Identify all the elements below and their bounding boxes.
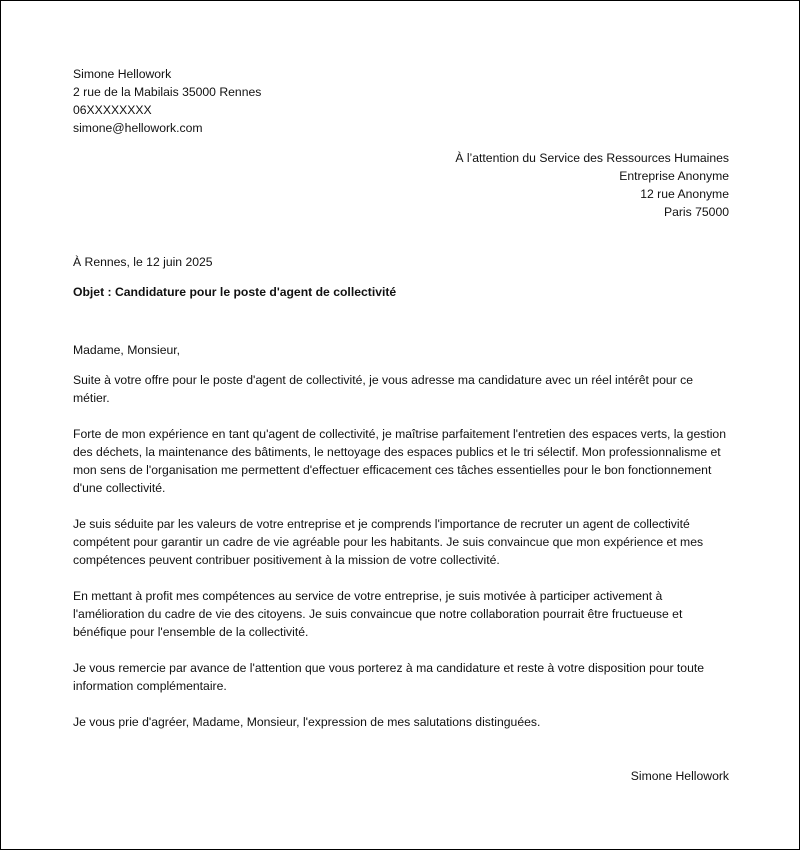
recipient-block	[73, 149, 729, 221]
sender-phone: 06XXXXXXXX	[73, 103, 152, 117]
recipient-city: Paris 75000	[663, 205, 729, 219]
sender-block	[73, 65, 729, 137]
body-paragraph-1: Suite à votre offre pour le poste d'agent de collectivité, je vous adresse ma candidature avec un réel intérêt pour ce métier.	[73, 373, 693, 405]
body-paragraph-5: Je vous remercie par avance de l'attention que vous porterez à ma candidature et reste à votre disposition pour toute information complémentaire.	[73, 661, 705, 693]
closing-paragraph: Je vous prie d'agréer, Madame, Monsieur, l'expression de mes salutations distinguées.	[73, 715, 541, 729]
recipient-attention: À l’attention du Service des Ressources Humaines	[455, 151, 729, 165]
sender-address: 2 rue de la Mabilais 35000 Rennes	[73, 85, 262, 99]
recipient-street: 12 rue Anonyme	[640, 187, 729, 201]
body-paragraph-2: Forte de mon expérience en tant qu'agent de collectivité, je maîtrise parfaitement l'entretien des espaces verts, la gestion des déchets, la maintenance des bâtiments, le nettoyage des espaces publics et le tri sélectif. Mon professionnalisme et mon sens de l'organisation me permettent d'effectuer efficacement ces tâches essentielles pour le bon fonctionnement d'une collectivité.	[73, 427, 726, 495]
sender-email: simone@hellowork.com	[73, 121, 203, 135]
letter-date: À Rennes, le 12 juin 2025	[73, 255, 213, 269]
recipient-company: Entreprise Anonyme	[619, 169, 729, 183]
body-paragraph-4: En mettant à profit mes compétences au service de votre entreprise, je suis motivée à participer activement à l'amélioration du cadre de vie des citoyens. Je suis convaincue que notre collaboration pourrait être fructueuse et bénéfique pour l'ensemble de la collectivité.	[73, 589, 683, 639]
letter-content	[73, 65, 729, 785]
letter-subject: Objet : Candidature pour le poste d'agent de collectivité	[73, 285, 397, 299]
sender-name: Simone Hellowork	[73, 67, 172, 81]
body-paragraph-3: Je suis séduite par les valeurs de votre entreprise et je comprends l'importance de recruter un agent de collectivité compétent pour garantir un cadre de vie agréable pour les habitants. Je suis convaincue que mon expérience et mes compétences peuvent contribuer positivement à la mission de votre collectivité.	[73, 517, 704, 567]
letter-salutation: Madame, Monsieur,	[73, 343, 181, 357]
signature: Simone Hellowork	[630, 769, 729, 783]
